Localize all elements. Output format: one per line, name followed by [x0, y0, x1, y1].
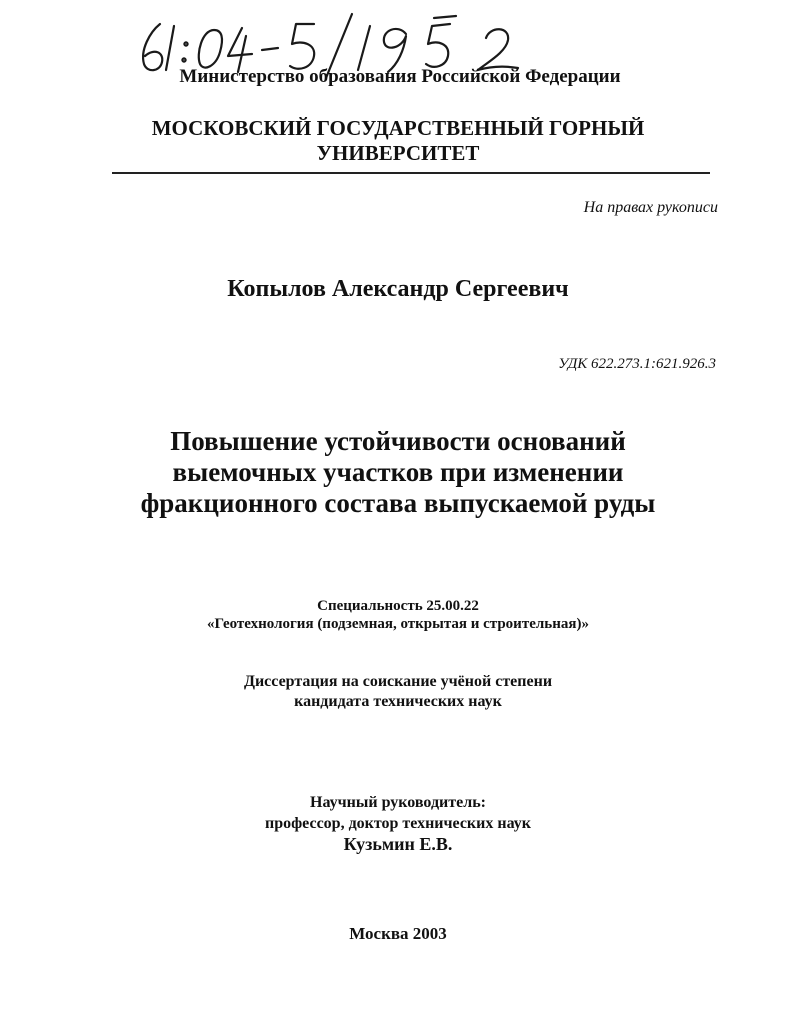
degree-line1: Диссертация на соискание учёной степени — [243, 673, 553, 690]
manuscript-note: На правах рукописи — [583, 199, 718, 216]
title-line1: Повышение устойчивости оснований — [170, 426, 626, 456]
dissertation-title — [0, 426, 796, 519]
author-name: Копылов Александр Сергеевич — [227, 276, 569, 302]
supervisor-block — [0, 792, 796, 855]
supervisor-label: Научный руководитель: — [310, 794, 486, 811]
university-name — [0, 116, 796, 166]
degree-block — [0, 672, 796, 712]
university-name-line2: УНИВЕРСИТЕТ — [316, 141, 480, 165]
specialty-name: «Геотехнология (подземная, открытая и строительная)» — [207, 616, 589, 632]
specialty-code: Специальность 25.00.22 — [317, 598, 479, 614]
udk-code: УДК 622.273.1:621.926.3 — [558, 356, 716, 372]
degree-line2: кандидата технических наук — [294, 693, 502, 710]
city-year: Москва 2003 — [349, 924, 447, 943]
ministry-name: Министерство образования Российской Федерации — [179, 66, 621, 87]
title-line2: выемочных участков при изменении — [172, 457, 624, 487]
university-name-line1: МОСКОВСКИЙ ГОСУДАРСТВЕННЫЙ ГОРНЫЙ — [151, 116, 645, 140]
supervisor-position: профессор, доктор технических наук — [264, 815, 531, 832]
title-line3: фракционного состава выпускаемой руды — [140, 488, 656, 518]
specialty-block — [0, 597, 796, 633]
header-divider — [112, 172, 710, 174]
supervisor-name: Кузьмин Е.В. — [343, 834, 453, 854]
